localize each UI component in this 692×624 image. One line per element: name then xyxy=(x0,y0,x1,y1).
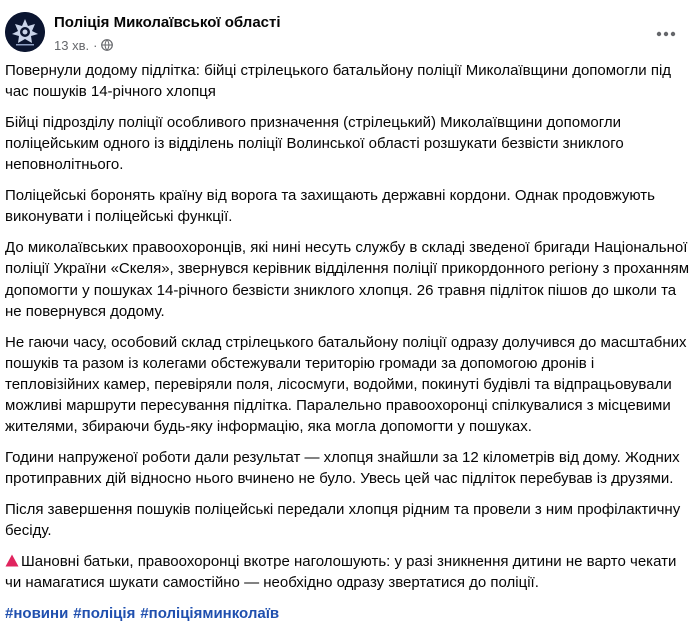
hashtags xyxy=(5,603,689,624)
more-options-button[interactable] xyxy=(654,26,678,42)
page-avatar[interactable] xyxy=(5,12,45,52)
globe-icon[interactable] xyxy=(101,39,113,51)
post-meta xyxy=(54,37,113,53)
hashtag-link[interactable]: #поліціяминколаїв xyxy=(140,605,280,623)
post-paragraph: Години напруженої роботи дали результат — хлопця знайшли за 12 кілометрів від дому. Жодних протиправних дій відносно нього вчинено не було. Увесь цей час підліток перебував із друзями. xyxy=(5,449,680,488)
post-headline: Повернули додому підлітка: бійці стрілецького батальйону поліції Миколаївщини допомогли під час пошуків 14-річного хлопця xyxy=(5,62,672,101)
post-body xyxy=(5,60,689,624)
red-triangle-icon xyxy=(5,554,19,567)
post-paragraph: До миколаївських правоохоронців, які нині несуть службу в складі зведеної бригади Національної поліції України «Скеля», звернувся керівник відділення поліції прикордонного регіону з проханням допомогти у пошуках 14-річного безвісти зниклого хлопця. 26 травня підліток пішов до школи та не повернувся додому. xyxy=(5,239,690,320)
warning-paragraph xyxy=(5,551,689,593)
page-name-link[interactable]: Поліція Миколаївської області xyxy=(54,14,281,31)
post-paragraph: Після завершення пошуків поліцейські передали хлопця рідним та провели з ним профілактичну бесіду. xyxy=(5,501,681,540)
post-paragraph: Не гаючи часу, особовий склад стрілецького батальйону поліції одразу долучився до масштабних пошуків та разом із колегами обстежували територію громади за допомогою дронів і тепловізійних камер, перевіряли поля, лісосмуги, водойми, покинуті будівлі та відпрацьовували можливі маршрути пересування підлітка. Паралельно правоохоронці спілкувалися з місцевими жителями, збираючи будь-яку інформацію, яка могла допомогти у пошуках. xyxy=(5,333,687,436)
hashtag-link[interactable]: #новини xyxy=(5,605,69,623)
warning-text: Шановні батьки, правоохоронці вкотре наголошують: у разі зникнення дитини не варто чекати чи намагатися шукати самостійно — необхідно одразу звертатися до поліції. xyxy=(5,553,677,592)
post-header xyxy=(0,0,692,62)
meta-separator: · xyxy=(93,37,98,53)
hashtag-link[interactable]: #поліція xyxy=(73,605,136,623)
more-horizontal-icon xyxy=(656,31,676,37)
post-paragraph: Поліцейські боронять країну від ворога та захищають державні кордони. Однак продовжують виконувати і поліцейські функції. xyxy=(5,187,655,226)
police-logo-icon xyxy=(5,12,45,52)
post-timestamp[interactable]: 13 хв. xyxy=(54,37,90,53)
post-paragraph: Бійці підрозділу поліції особливого призначення (стрілецький) Миколаївщини допомогли поліцейським одного із відділень поліції Волинської області розшукати безвісти зниклого неповнолітнього. xyxy=(5,114,624,174)
